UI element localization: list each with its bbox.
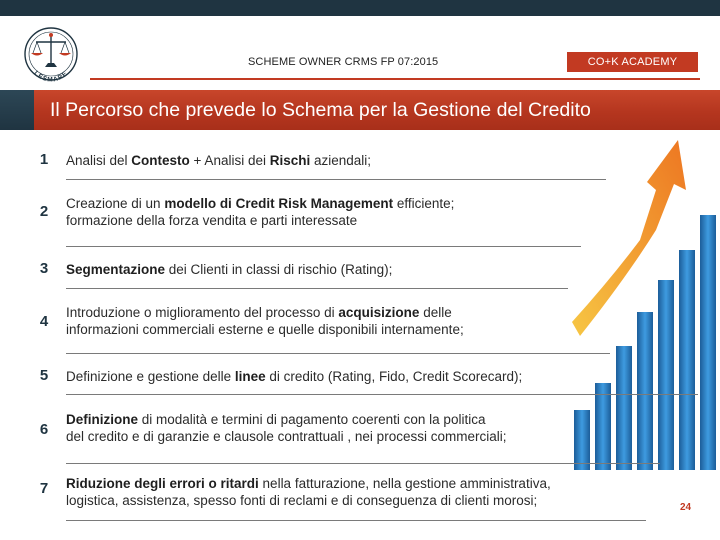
text-run: Introduzione o miglioramento del processo di: [66, 305, 339, 320]
page-title: Il Percorso che prevede lo Schema per la Gestione del Credito: [50, 99, 591, 121]
header-divider: [90, 78, 700, 80]
text-run: logistica, assistenza, spesso fonti di reclami e di conseguenza di clienti morosi;: [66, 493, 538, 508]
text-run: dei Clienti in classi di rischio (Rating);: [165, 262, 393, 277]
step-number: 4: [39, 313, 49, 330]
text-run: Analisi del: [66, 153, 132, 168]
emphasis-text: acquisizione: [338, 305, 420, 320]
chart-bar: [616, 346, 632, 470]
text-run: + Analisi dei: [189, 153, 270, 168]
step-divider: [66, 353, 610, 354]
step-divider: [66, 246, 581, 247]
step-text: [66, 304, 464, 338]
step-divider: [66, 394, 698, 395]
emphasis-text: Rischi: [269, 153, 311, 168]
emphasis-text: Segmentazione: [66, 262, 166, 277]
rising-bar-chart-arrow-icon: [570, 140, 720, 470]
chart-bar: [679, 250, 695, 470]
text-run: formazione della forza vendita e parti interessate: [66, 213, 358, 228]
step-number: 7: [39, 480, 49, 497]
chart-bar: [574, 410, 590, 470]
step-divider: [66, 520, 646, 521]
chart-bar: [595, 383, 611, 470]
emphasis-text: o ritardi: [208, 476, 259, 491]
logo-text: LESMARE: [32, 69, 70, 84]
text-run: di credito (Rating, Fido, Credit Scorecard);: [265, 369, 523, 384]
text-run: nella fatturazione, nella gestione amministrativa,: [258, 476, 551, 491]
text-run: del credito e di garanzie e clausole contrattuali , nei processi commerciali;: [66, 429, 507, 444]
step-divider: [66, 463, 660, 464]
document-code: SCHEME OWNER CRMS FP 07:2015: [248, 56, 439, 68]
step-divider: [66, 179, 606, 180]
text-run: informazioni commerciali esterne e quelle disponibili internamente;: [66, 322, 464, 337]
text-run: efficiente;: [393, 196, 455, 211]
text-run: Definizione e gestione delle: [66, 369, 235, 384]
chart-bar: [637, 312, 653, 470]
emphasis-text: modello di Credit Risk Management: [164, 196, 394, 211]
chart-bar: [700, 215, 716, 470]
step-number: 1: [39, 151, 49, 168]
academy-badge: CO+K ACADEMY: [567, 52, 698, 72]
step-text: [66, 261, 392, 278]
emphasis-text: Contesto: [131, 153, 190, 168]
scales-of-justice-icon: [16, 22, 86, 88]
text-run: aziendali;: [310, 153, 372, 168]
top-bar: [0, 0, 720, 16]
step-text: [66, 411, 506, 445]
page-number: 24: [680, 502, 692, 513]
chart-bar: [658, 280, 674, 470]
step-number: 6: [39, 421, 49, 438]
step-number: 5: [39, 367, 49, 384]
text-run: delle: [419, 305, 452, 320]
step-text: [66, 195, 454, 229]
step-text: [66, 152, 371, 169]
step-number: 3: [39, 260, 49, 277]
emphasis-text: Riduzione degli errori: [66, 476, 205, 491]
step-number: 2: [39, 203, 49, 220]
step-text: [66, 475, 551, 509]
emphasis-text: linee: [234, 369, 266, 384]
svg-text:LESMARE: [32, 70, 69, 84]
step-divider: [66, 288, 568, 289]
text-run: Creazione di un: [66, 196, 165, 211]
title-band: [0, 90, 720, 130]
text-run: di modalità e termini di pagamento coerenti con la politica: [138, 412, 486, 427]
step-text: [66, 368, 522, 385]
emphasis-text: Definizione: [66, 412, 139, 427]
